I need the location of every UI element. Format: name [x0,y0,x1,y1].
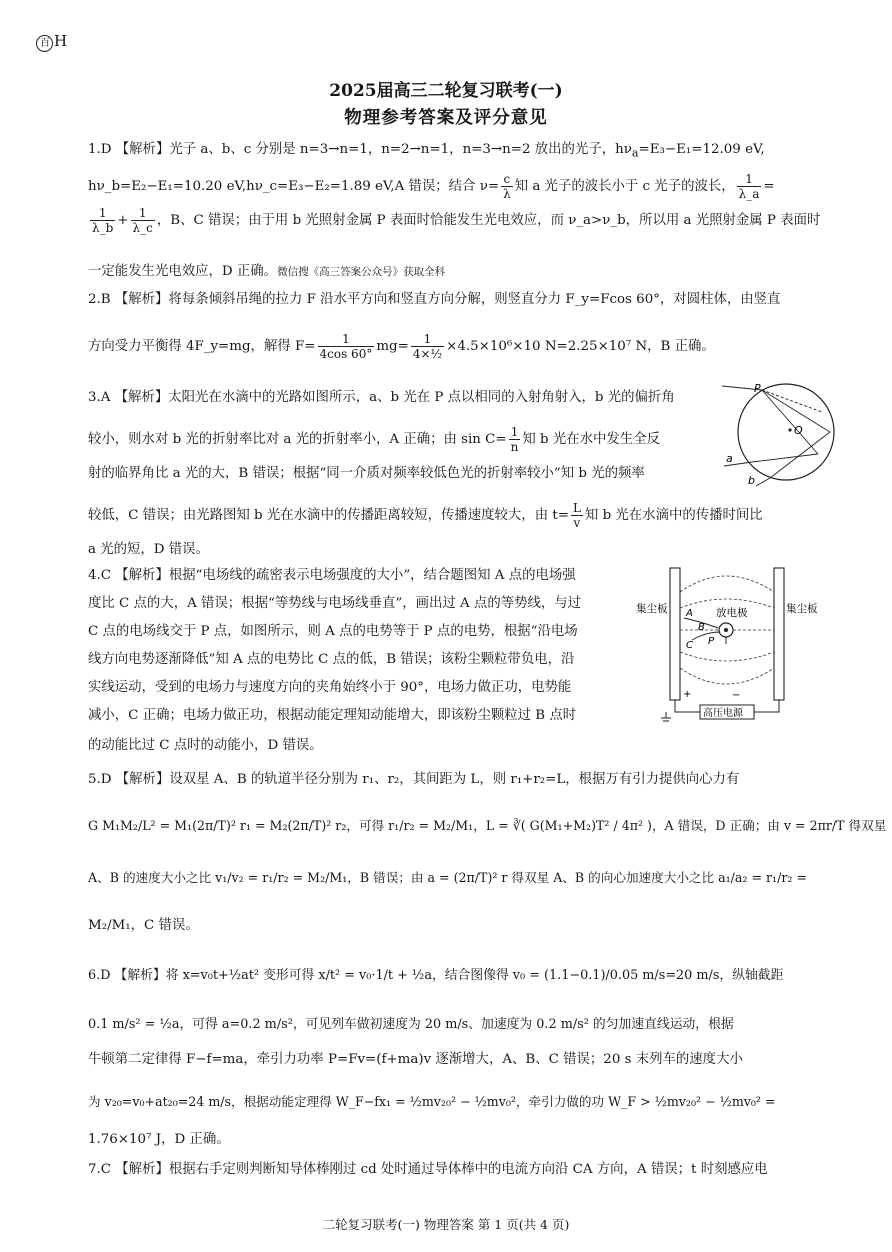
q4-line-7: 的动能比过 C 点时的动能小，D 错误。 [88,738,323,753]
q4-line-2: 度比 C 点的大，A 错误；根据“等势线与电场线垂直”，画出过 A 点的等势线，与过 [88,596,582,611]
q2-line-2: 方向受力平衡得 4F_y=mg，解得 F= $\frac{1}{4\cos 60^\circ}$ mg= $\frac{1}{\text{4×½}}$ ×4.5×10⁶×10 N=2.25×10⁷ N，B 正确。 [88,332,715,361]
wire-left [675,700,700,712]
q6-line-1: 6.D 【解析】将 x=v₀t+½at² 变形可得 x/t² = v₀·1/t + ½a，结合图像得 v₀ = (1.1−0.1)/0.05 m/s=20 m/s，纵轴截距 [88,968,784,983]
q5-line-3: A、B 的速度大小之比 v₁/v₂ = r₁/r₂ = M₂/M₁，B 错误；由 a = (2π/T)² r 得双星 A、B 的向心加速度大小之比 a₁/a₂ = r₁/r₂ = [88,870,807,885]
q1-line-1: 1.D 【解析】光子 a、b、c 分别是 n=3→n=1，n=2→n=1，n=3→n=2 放出的光子，$h\nu_a=E_3-E_1=12.09$ eV, [88,142,765,160]
field-line [680,576,774,592]
q4-line-6: 减小，C 正确；电场力做正功，根据动能定理知动能增大，即该粉尘颗粒过 B 点时 [88,708,577,723]
q3-line-4: 较低，C 错误；由光路图知 b 光在水滴中的传播距离较短，传播速度较大，由 t= $\frac{L}{v}$ 知 b 光在水滴中的传播时间比 [88,501,763,530]
q1-line-4: 一定能发生光电效应，D 正确。微信搜《高三答案公众号》获取全科 [88,264,446,279]
page-title: 2025届高三二轮复习联考(一) [329,81,563,101]
q1-frac-c-lambda: $\frac{c}{\lambda}$ [503,172,511,201]
q4-line-4: 线方向电势逐渐降低”知 A 点的电势比 C 点的低，B 错误；该粉尘颗粒带负电，沿 [88,652,575,667]
page-mark [36,32,66,52]
fig-left-plate-label: 集尘板 [636,603,668,615]
q5-line-2: G M₁M₂/L² = M₁(2π/T)² r₁ = M₂(2π/T)² r₂，可得 r₁/r₂ = M₂/M₁，L = ∛( G(M₁+M₂)T² / 4π² )，A 错误，D 正确；由 v = 2πr/T 得双星 [88,818,887,833]
fig-label-a: a [726,452,733,465]
left-plate [670,568,680,700]
q2-frac-2: $\frac{1}{\text{4×½}}$ [412,332,443,361]
equipotential-line [692,632,720,640]
q1-line-3: $\frac{1}{\lambda\_b}$ + $\frac{1}{\lambda\_c}$ ，B、C 错误；由于用 b 光照射金属 P 表面时恰能发生光电效应，而 ν_a>ν_b，所以用 a 光照射金属 P 表面时 [92,206,821,235]
q1-line-2: hν_b=E₂−E₁=10.20 eV,hν_c=E₃−E₂=1.89 eV,A 错误；结合 ν= $\frac{c}{\lambda}$ 知 a 光子的波长小于 c 光子的波长， $\frac{1}{\lambda\_a}$ = [88,172,775,201]
wire-right [754,700,779,712]
fig-point-p: P [708,636,715,647]
q1-frac-lambda-a: $\frac{1}{\lambda\_a}$ [738,172,760,201]
q3-frac-l-v: $\frac{L}{v}$ [572,501,581,530]
field-line [680,668,774,684]
q6-line-5: 1.76×10⁷ J，D 正确。 [88,1132,230,1147]
q4-line-5: 实线运动，受到的电场力与速度方向的夹角始终小于 90°，电场力做正功，电势能 [88,680,572,695]
q3-line-1: 3.A 【解析】太阳光在水滴中的光路如图所示，a、b 光在 P 点以相同的入射角射入，b 光的偏折角 [88,390,675,405]
fig-supply-label: 高压电源 [703,708,743,719]
q7-line-1: 7.C 【解析】根据右手定则判断知导体棒刚过 cd 处时通过导体棒中的电流方向沿 CA 方向，A 错误；t 时刻感应电 [88,1162,768,1177]
q6-line-4: 为 v₂₀=v₀+at₂₀=24 m/s，根据动能定理得 W_F−fx₁ = ½mv₂₀² − ½mv₀²，牵引力做的功 W_F > ½mv₂₀² − ½mv₀² = [88,1094,776,1109]
q4-precipitator-figure [636,562,836,722]
fig-right-plate-label: 集尘板 [786,603,818,615]
q4-line-1: 4.C 【解析】根据“电场线的疏密表示电场强度的大小”，结合题图知 A 点的电场强 [88,568,576,583]
fig-label-o: O [794,424,803,437]
q5-line-1: 5.D 【解析】设双星 A、B 的轨道半径分别为 r₁、r₂，其间距为 L，则 r₁+r₂=L，根据万有引力提供向心力有 [88,772,740,787]
q6-line-2: 0.1 m/s² = ½a，可得 a=0.2 m/s²，可见列车做初速度为 20 m/s、加速度为 0.2 m/s² 的匀加速直线运动，根据 [88,1017,734,1032]
page-footer: 二轮复习联考(一) 物理答案 第 1 页(共 4 页) [322,1217,570,1232]
q1-frac-lambda-b: $\frac{1}{\lambda\_b}$ [92,206,114,235]
q4-line-3: C 点的电场线交于 P 点，如图所示，则 A 点的电势等于 P 点的电势，根据“沿电场 [88,624,578,639]
right-plate [774,568,784,700]
fig-point-b: B [698,622,705,633]
q6-line-3: 牛顿第二定律得 F−f=ma，牵引力功率 P=Fv=(f+ma)v 逐渐增大，A、B、C 错误；20 s 末列车的速度大小 [88,1052,743,1067]
q1-note: 微信搜《高三答案公众号》获取全科 [277,266,446,278]
fig-minus: − [732,690,741,701]
q5-line-4: M₂/M₁，C 错误。 [88,918,199,933]
field-line [680,652,774,661]
q3-frac-1-n: $\frac{1}{n}$ [510,425,519,454]
q3-line-3: 射的临界角比 a 光的大，B 错误；根据“同一介质对频率较低色光的折射率较小”知 b 光的频率 [88,466,645,481]
q3-droplet-figure [722,382,842,492]
page-subtitle: 物理参考答案及评分意见 [344,108,548,128]
fig-electrode-label: 放电极 [716,607,748,619]
q1-frac-lambda-c: $\frac{1}{\lambda\_c}$ [132,206,153,235]
page-mark-letter: H [54,32,67,50]
center-point [788,428,791,431]
fig-point-c: C [686,640,693,651]
fig-point-a: A [686,608,693,619]
electrode-core [724,628,728,632]
q3-line-2: 较小，则水对 b 光的折射率比对 a 光的折射率小，A 正确；由 sin C= $\frac{1}{n}$ 知 b 光在水中发生全反 [88,425,660,454]
ray-line [770,432,830,478]
ray-line [752,454,818,462]
q3-line-5: a 光的短，D 错误。 [88,542,209,557]
ray-line [756,478,770,486]
ray-line [762,390,818,454]
fig-label-p: P [754,382,761,395]
page-mark-circle: 百 [36,35,53,52]
fig-plus: + [683,689,692,700]
q2-line-1: 2.B 【解析】将每条倾斜吊绳的拉力 F 沿水平方向和竖直方向分解，则竖直分力 F_y=Fcos 60°，对圆柱体，由竖直 [88,292,781,307]
q2-frac-1: $\frac{1}{4\cos 60^\circ}$ [319,332,373,361]
fig-label-b: b [748,474,755,487]
